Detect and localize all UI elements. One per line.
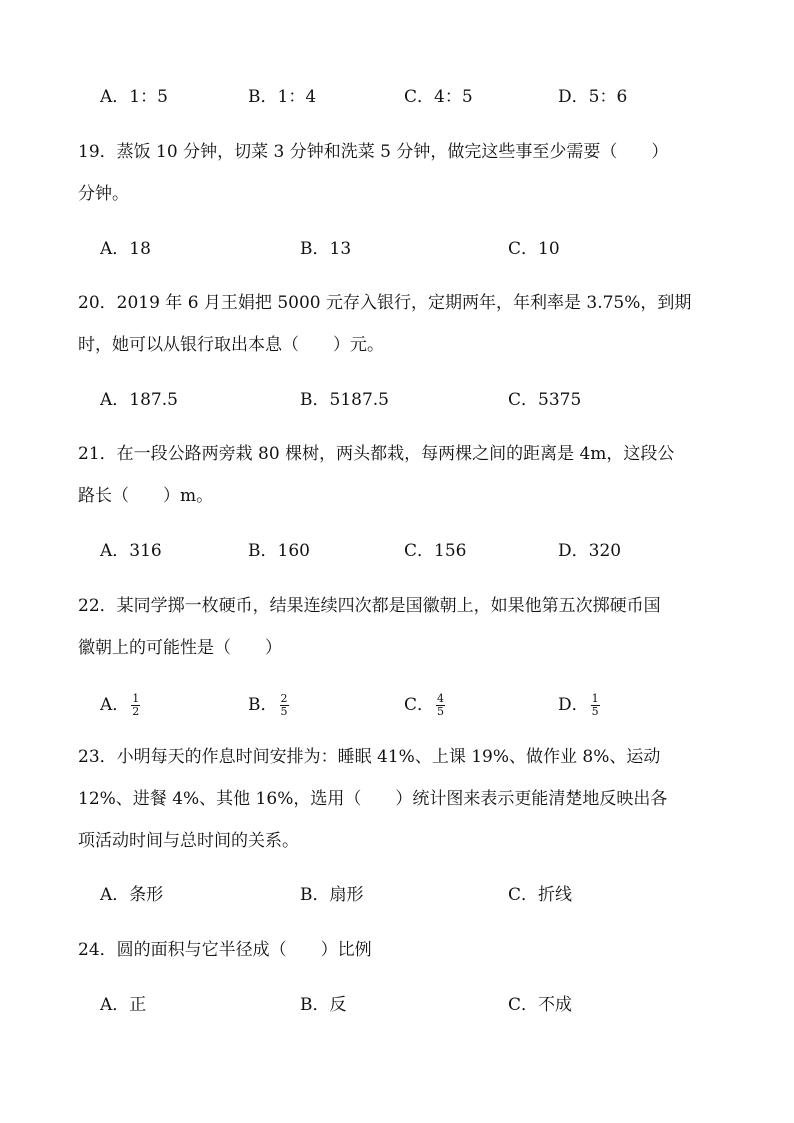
q23-stem-line2: 12%、进餐 4%、其他 16%，选用（ ）统计图来表示更能清楚地反映出各 bbox=[78, 789, 668, 809]
q19-option-a: A．18 bbox=[100, 239, 151, 259]
fraction: $\frac{4}{5}$ bbox=[437, 692, 445, 718]
q18-option-d: D．5：6 bbox=[558, 87, 628, 107]
fraction: $\frac{1}{2}$ bbox=[132, 692, 140, 718]
q20-option-a: A．187.5 bbox=[100, 390, 178, 410]
q23-option-a: A．条形 bbox=[100, 885, 164, 905]
q21-option-b: B．160 bbox=[248, 541, 310, 561]
q23-option-b: B．扇形 bbox=[300, 885, 364, 905]
q22-option-a: A． $\frac{1}{2}$ bbox=[100, 692, 140, 718]
q19-option-c: C．10 bbox=[508, 239, 560, 259]
q22-stem-line1: 22．某同学掷一枚硬币，结果连续四次都是国徽朝上，如果他第五次掷硬币国 bbox=[78, 596, 661, 616]
q19-stem-line1: 19．蒸饭 10 分钟，切菜 3 分钟和洗菜 5 分钟，做完这些事至少需要（ ） bbox=[78, 142, 669, 162]
q21-stem-line1: 21．在一段公路两旁栽 80 棵树，两头都栽，每两棵之间的距离是 4m，这段公 bbox=[78, 444, 675, 464]
q21-option-a: A．316 bbox=[100, 541, 162, 561]
q20-stem-line1: 20．2019 年 6 月王娟把 5000 元存入银行，定期两年，年利率是 3.75%，到期 bbox=[78, 293, 692, 313]
q22-option-d: D． $\frac{1}{5}$ bbox=[558, 692, 599, 718]
q24-option-a: A．正 bbox=[100, 995, 147, 1015]
q20-option-c: C．5375 bbox=[508, 390, 582, 410]
q18-option-c: C．4：5 bbox=[404, 87, 473, 107]
q24-option-b: B．反 bbox=[300, 995, 347, 1015]
q22-option-b: B． $\frac{2}{5}$ bbox=[248, 692, 288, 718]
q19-option-b: B．13 bbox=[300, 239, 352, 259]
q20-stem-line2: 时，她可以从银行取出本息（ ）元。 bbox=[78, 335, 384, 355]
q21-stem-line2: 路长（ ）m。 bbox=[78, 486, 214, 506]
q23-stem-line1: 23．小明每天的作息时间安排为：睡眠 41%、上课 19%、做作业 8%、运动 bbox=[78, 747, 661, 767]
q23-stem-line3: 项活动时间与总时间的关系。 bbox=[78, 831, 299, 851]
q23-option-c: C．折线 bbox=[508, 885, 573, 905]
q21-option-c: C．156 bbox=[404, 541, 467, 561]
q22-option-c: C． $\frac{4}{5}$ bbox=[404, 692, 445, 718]
fraction: $\frac{2}{5}$ bbox=[280, 692, 288, 718]
q22-stem-line2: 徽朝上的可能性是（ ） bbox=[78, 638, 282, 658]
q20-option-b: B．5187.5 bbox=[300, 390, 389, 410]
q18-option-b: B．1：4 bbox=[248, 87, 317, 107]
q18-option-a: A．1：5 bbox=[100, 87, 168, 107]
q24-stem-line1: 24．圆的面积与它半径成（ ）比例 bbox=[78, 940, 372, 960]
q21-option-d: D．320 bbox=[558, 541, 622, 561]
q19-stem-line2: 分钟。 bbox=[78, 184, 129, 204]
fraction: $\frac{1}{5}$ bbox=[591, 692, 599, 718]
q24-option-c: C．不成 bbox=[508, 995, 573, 1015]
